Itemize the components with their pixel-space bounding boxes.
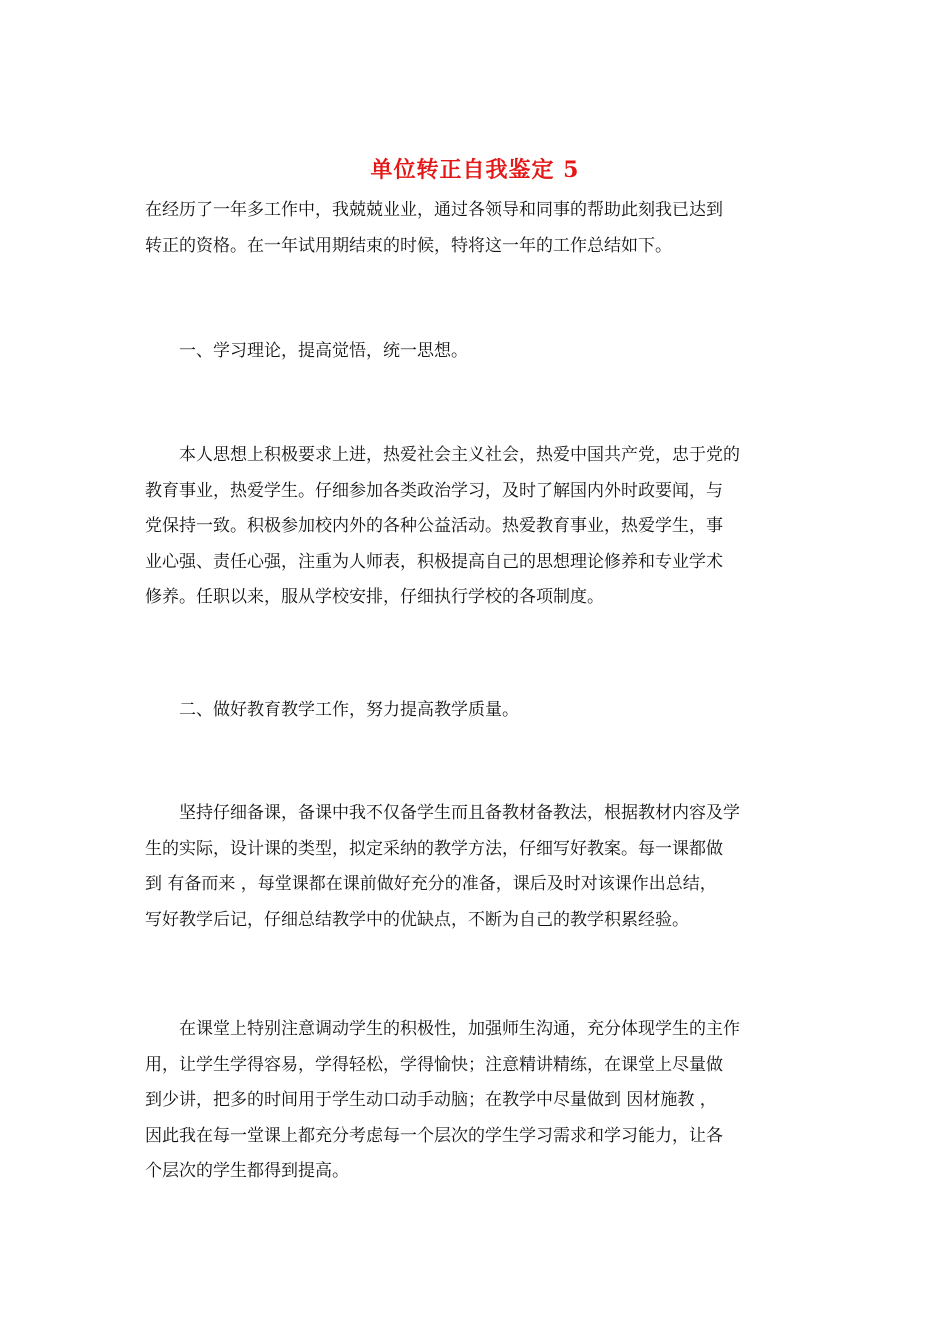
section-1-heading: 一、学习理论，提高觉悟，统一思想。 — [179, 341, 468, 361]
body-line: 生的实际，设计课的类型，拟定采纳的教学方法，仔细写好教案。每一课都做 — [145, 838, 723, 859]
body-line: 业心强、责任心强，注重为人师表，积极提高自己的思想理论修养和专业学术 — [145, 551, 723, 572]
intro-paragraph — [145, 193, 807, 264]
section-2-paragraph-1 — [145, 796, 807, 938]
intro-line: 在经历了一年多工作中，我兢兢业业，通过各领导和同事的帮助此刻我已达到 — [145, 200, 723, 220]
body-line: 党保持一致。积极参加校内外的各种公益活动。热爱教育事业，热爱学生，事 — [145, 516, 723, 536]
body-line: 因此我在每一堂课上都充分考虑每一个层次的学生学习需求和学习能力，让各 — [145, 1125, 723, 1146]
body-line: 用，让学生学得容易，学得轻松，学得愉快；注意精讲精练，在课堂上尽量做 — [145, 1054, 723, 1075]
body-line: 个层次的学生都得到提高。 — [145, 1161, 349, 1181]
body-line: 写好教学后记，仔细总结教学中的优缺点，不断为自己的教学积累经验。 — [145, 909, 689, 930]
body-line: 修养。任职以来，服从学校安排，仔细执行学校的各项制度。 — [145, 587, 604, 607]
body-line: 本人思想上积极要求上进，热爱社会主义社会，热爱中国共产党，忠于党的 — [179, 445, 740, 465]
body-line: 到少讲，把多的时间用于学生动口动手动脑；在教学中尽量做到 因材施教 ， — [145, 1090, 717, 1110]
body-line: 到 有备而来 ，每堂课都在课前做好充分的准备，课后及时对该课作出总结， — [145, 874, 717, 894]
intro-line: 转正的资格。在一年试用期结束的时候，特将这一年的工作总结如下。 — [145, 235, 672, 256]
section-1-body — [145, 438, 807, 616]
body-line: 坚持仔细备课，备课中我不仅备学生而且备教材备教法，根据教材内容及学 — [179, 803, 740, 823]
body-line: 教育事业，热爱学生。仔细参加各类政治学习，及时了解国内外时政要闻，与 — [145, 480, 723, 501]
body-line: 在课堂上特别注意调动学生的积极性，加强师生沟通，充分体现学生的主作 — [179, 1019, 740, 1039]
document-title: 单位转正自我鉴定 5 — [370, 157, 580, 183]
section-2-paragraph-2 — [145, 1012, 807, 1190]
section-2-heading: 二、做好教育教学工作，努力提高教学质量。 — [179, 700, 519, 720]
